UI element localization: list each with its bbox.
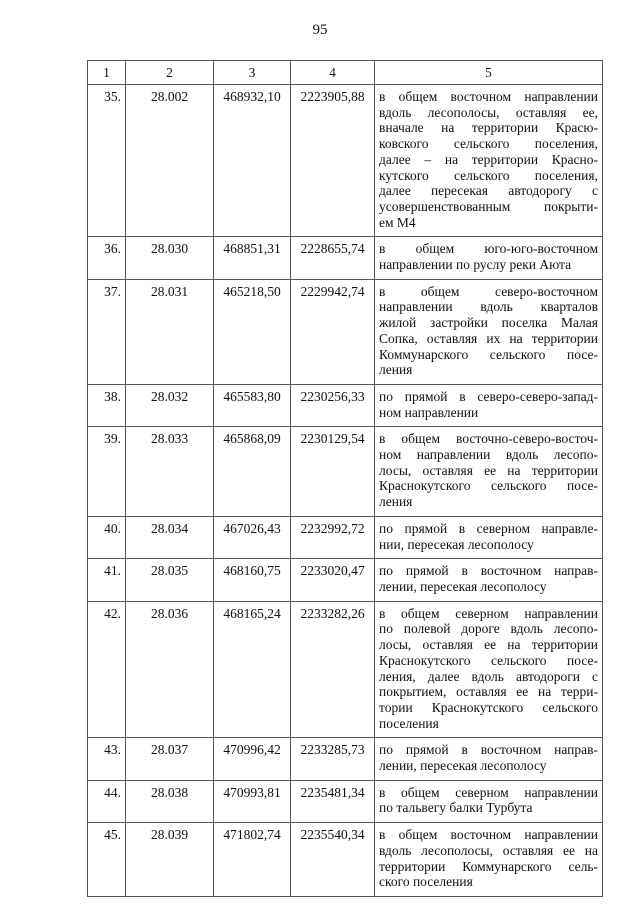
row-number-cell: 41. (88, 559, 126, 601)
table-row (88, 601, 603, 738)
description-line: усовершенствованным покрыти- (379, 198, 598, 214)
description-cell (375, 85, 603, 237)
description-line: далее – на территории Красно- (379, 151, 598, 167)
table-row (88, 85, 603, 237)
y-coordinate-cell: 2228655,74 (291, 237, 375, 279)
row-number-cell: 37. (88, 279, 126, 384)
description-line: вдоль лесополосы, оставляя ее, (379, 104, 598, 120)
description-line: ления (379, 494, 413, 510)
coordinates-table (87, 60, 603, 897)
description-line: ления, далее вдоль автодороги с (379, 668, 598, 684)
table-row (88, 780, 603, 822)
description-cell (375, 780, 603, 822)
row-number-cell: 40. (88, 516, 126, 558)
description-line: покрытием, оставляя ее на терри- (379, 684, 598, 700)
point-code-cell: 28.002 (126, 85, 214, 237)
description-line: поселения (379, 715, 439, 731)
y-coordinate-cell: 2233020,47 (291, 559, 375, 601)
description-line: по полевой дороге вдоль лесопо- (379, 621, 598, 637)
x-coordinate-cell: 467026,43 (214, 516, 291, 558)
table-row (88, 823, 603, 897)
y-coordinate-cell: 2233285,73 (291, 738, 375, 780)
description-cell (375, 516, 603, 558)
y-coordinate-cell: 2223905,88 (291, 85, 375, 237)
description-line: ковского сельского поселения, (379, 136, 598, 152)
x-coordinate-cell: 465868,09 (214, 427, 291, 517)
description-line: Краснокутского сельского посе- (379, 652, 598, 668)
description-line: Коммунарского сельского посе- (379, 346, 598, 362)
description-line: в общем восточном направлении (379, 89, 598, 104)
description-line: лении, пересекая лесополосу (379, 578, 547, 594)
row-number-cell: 43. (88, 738, 126, 780)
description-line: в общем восточно-северо-восточ- (379, 431, 598, 447)
row-number-cell: 38. (88, 384, 126, 426)
table-row (88, 237, 603, 279)
description-line: территории Коммунарского сель- (379, 858, 598, 874)
y-coordinate-cell: 2230129,54 (291, 427, 375, 517)
description-cell (375, 384, 603, 426)
x-coordinate-cell: 468851,31 (214, 237, 291, 279)
table-row (88, 427, 603, 517)
row-number-cell: 42. (88, 601, 126, 738)
table-row (88, 559, 603, 601)
description-line: в общем северном направлении (379, 784, 598, 800)
point-code-cell: 28.032 (126, 384, 214, 426)
description-cell (375, 279, 603, 384)
point-code-cell: 28.031 (126, 279, 214, 384)
description-line: лосы, оставляя ее на территории (379, 637, 598, 653)
row-number-cell: 39. (88, 427, 126, 517)
x-coordinate-cell: 468165,24 (214, 601, 291, 738)
description-line: ского поселения (379, 874, 473, 890)
point-code-cell: 28.035 (126, 559, 214, 601)
table-header-row (88, 61, 603, 85)
row-number-cell: 45. (88, 823, 126, 897)
description-line: тории Краснокутского сельского (379, 699, 598, 715)
row-number-cell: 35. (88, 85, 126, 237)
description-line: ем М4 (379, 214, 416, 230)
table-row (88, 516, 603, 558)
description-line: по тальвегу балки Турбута (379, 800, 533, 816)
description-line: направлении по руслу реки Аюта (379, 257, 572, 273)
point-code-cell: 28.038 (126, 780, 214, 822)
y-coordinate-cell: 2233282,26 (291, 601, 375, 738)
description-line: кутского сельского поселения, (379, 167, 598, 183)
description-line: ном направлении (379, 404, 479, 420)
description-cell (375, 738, 603, 780)
y-coordinate-cell: 2230256,33 (291, 384, 375, 426)
description-line: нии, пересекая лесополосу (379, 536, 534, 552)
description-line: Сопка, оставляя их на территории (379, 330, 598, 346)
point-code-cell: 28.030 (126, 237, 214, 279)
description-line: ном направлении вдоль лесопо- (379, 447, 598, 463)
description-line: далее пересекая автодорогу с (379, 183, 598, 199)
point-code-cell: 28.033 (126, 427, 214, 517)
description-line: в общем восточном направлении (379, 827, 598, 843)
x-coordinate-cell: 465218,50 (214, 279, 291, 384)
row-number-cell: 44. (88, 780, 126, 822)
y-coordinate-cell: 2235540,34 (291, 823, 375, 897)
description-line: вдоль лесополосы, оставляя ее на (379, 842, 598, 858)
x-coordinate-cell: 470993,81 (214, 780, 291, 822)
description-line: по прямой в восточном направ- (379, 563, 598, 579)
x-coordinate-cell: 471802,74 (214, 823, 291, 897)
description-line: лении, пересекая лесополосу (379, 758, 547, 774)
x-coordinate-cell: 468160,75 (214, 559, 291, 601)
column-header: 2 (126, 61, 214, 85)
column-header: 4 (291, 61, 375, 85)
description-cell (375, 559, 603, 601)
page-number: 95 (312, 22, 328, 38)
x-coordinate-cell: 468932,10 (214, 85, 291, 237)
column-header: 5 (375, 61, 603, 85)
y-coordinate-cell: 2235481,34 (291, 780, 375, 822)
point-code-cell: 28.039 (126, 823, 214, 897)
column-header: 1 (88, 61, 126, 85)
description-line: вначале на территории Красю- (379, 120, 598, 136)
column-header: 3 (214, 61, 291, 85)
x-coordinate-cell: 465583,80 (214, 384, 291, 426)
description-line: направлении вдоль кварталов (379, 299, 598, 315)
description-cell (375, 823, 603, 897)
description-line: в общем юго-юго-восточном (379, 241, 598, 257)
description-line: по прямой в северном направле- (379, 520, 598, 536)
y-coordinate-cell: 2232992,72 (291, 516, 375, 558)
description-cell (375, 601, 603, 738)
description-cell (375, 237, 603, 279)
description-line: лосы, оставляя ее на территории (379, 462, 598, 478)
point-code-cell: 28.037 (126, 738, 214, 780)
table-row (88, 738, 603, 780)
y-coordinate-cell: 2229942,74 (291, 279, 375, 384)
description-line: Краснокутского сельского посе- (379, 478, 598, 494)
x-coordinate-cell: 470996,42 (214, 738, 291, 780)
description-line: по прямой в восточном направ- (379, 742, 598, 758)
description-line: в общем северном направлении (379, 605, 598, 621)
table-row (88, 279, 603, 384)
description-cell (375, 427, 603, 517)
point-code-cell: 28.034 (126, 516, 214, 558)
description-line: ления (379, 362, 413, 378)
point-code-cell: 28.036 (126, 601, 214, 738)
description-line: по прямой в северо-северо-запад- (379, 388, 598, 404)
row-number-cell: 36. (88, 237, 126, 279)
description-line: жилой застройки поселка Малая (379, 315, 598, 331)
description-line: в общем северо-восточном (379, 283, 598, 299)
table-row (88, 384, 603, 426)
